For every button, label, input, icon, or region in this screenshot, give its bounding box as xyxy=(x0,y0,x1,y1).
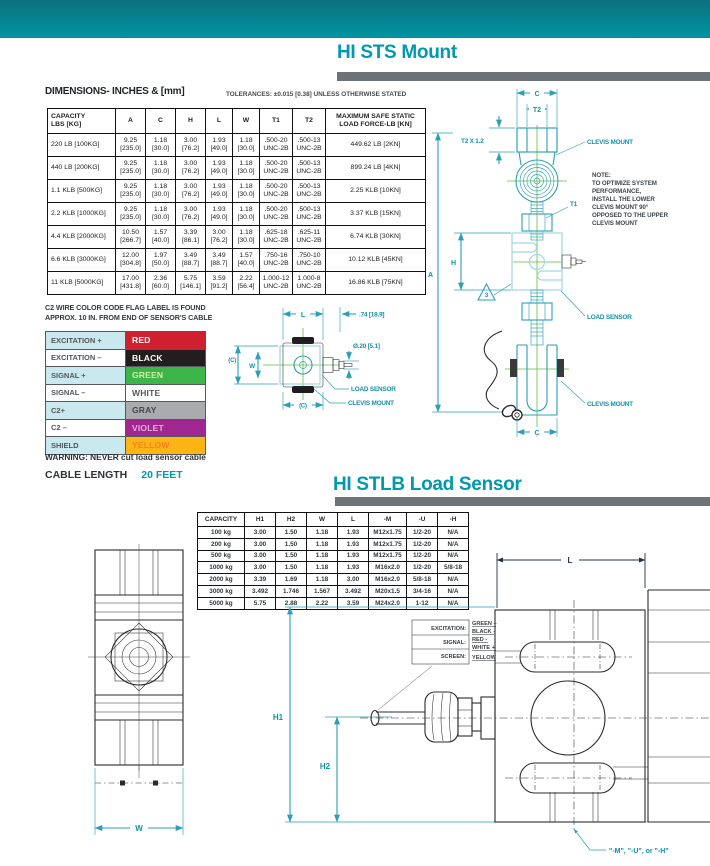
column-header: CAPACITY xyxy=(198,513,245,527)
table-cell: 1.50 xyxy=(276,538,307,550)
wire-color-swatch: WHITE xyxy=(126,384,206,402)
column-header: T2 xyxy=(293,109,326,134)
table-cell: 5/8-18 xyxy=(438,562,469,574)
column-header: T1 xyxy=(260,109,293,134)
table-cell: .625-11 UNC-2B xyxy=(293,226,326,249)
table-cell: 1.93 [49.0] xyxy=(206,157,233,180)
wire-row xyxy=(46,402,206,420)
stlb-front-view xyxy=(88,544,190,835)
table-row xyxy=(48,180,426,203)
table-cell: 6.6 KLB [3000KG] xyxy=(48,249,116,272)
dim-label-c-bottom: (C) xyxy=(299,403,307,410)
table-cell: .500-20 UNC-2B xyxy=(260,134,293,157)
table-cell: 1.18 xyxy=(307,527,338,539)
column-header: MAXIMUM SAFE STATIC LOAD FORCE-LB [KN] xyxy=(326,109,426,134)
table-cell: 1-12 xyxy=(407,597,438,609)
table-row xyxy=(48,157,426,180)
table-cell: 1.18 [30.0] xyxy=(146,157,176,180)
table-cell: 1/2-20 xyxy=(407,550,438,562)
table-cell: 3.00 [76.2] xyxy=(176,134,206,157)
table-cell: 3.492 xyxy=(245,585,276,597)
table-row xyxy=(48,203,426,226)
table-cell: 1.18 [30.0] xyxy=(233,203,260,226)
wire-color-swatch: YELLOW xyxy=(126,437,206,455)
table-cell: M12x1.75 xyxy=(369,527,407,539)
stlb-load-sensor-drawings xyxy=(60,540,710,866)
table-cell: 449.62 LB [2KN] xyxy=(326,134,426,157)
table-cell: .500-20 UNC-2B xyxy=(260,203,293,226)
dim-label-t1: T1 xyxy=(570,201,578,208)
table-cell: 3.492 xyxy=(338,585,369,597)
table-cell: 3.00 [76.2] xyxy=(176,180,206,203)
header-row xyxy=(48,109,426,134)
dim-label-t2: T2 xyxy=(532,107,542,114)
load-sensor-label: LOAD SENSOR xyxy=(587,314,632,321)
table-cell: 1.93 [49.0] xyxy=(206,134,233,157)
table-cell: M12x1.75 xyxy=(369,550,407,562)
table-cell: 10.50 [266.7] xyxy=(116,226,146,249)
table-cell: 2.36 [60.0] xyxy=(146,272,176,295)
table-cell: 1.18 xyxy=(307,562,338,574)
table-cell: 5.75 [146.1] xyxy=(176,272,206,295)
table-cell: N/A xyxy=(438,597,469,609)
table-cell: 3.00 xyxy=(245,527,276,539)
table-cell: 3.49 [88.7] xyxy=(176,249,206,272)
column-header: -H xyxy=(438,513,469,527)
table-cell: 3.00 xyxy=(338,574,369,586)
table-cell: 5.75 xyxy=(245,597,276,609)
dim-label-h: H xyxy=(450,260,456,267)
dim-label-l: L xyxy=(567,556,573,565)
wire-white-label: WHITE + xyxy=(472,645,495,651)
table-cell: 10.12 KLB [45KN] xyxy=(326,249,426,272)
table-cell: 3.00 xyxy=(245,562,276,574)
wire-red-label: RED - xyxy=(472,637,488,643)
table-cell: .500-20 UNC-2B xyxy=(260,180,293,203)
table-cell: 500 kg xyxy=(198,550,245,562)
table-cell: 1.18 [30.0] xyxy=(146,134,176,157)
wire-green-label: GREEN + xyxy=(472,621,497,627)
wire-color-swatch: VIOLET xyxy=(126,419,206,437)
table-cell: 1.50 xyxy=(276,562,307,574)
header-row xyxy=(198,513,469,527)
table-cell: 3.39 [86.1] xyxy=(176,226,206,249)
table-cell: 1.93 [49.0] xyxy=(206,180,233,203)
table-row xyxy=(48,134,426,157)
sts-mount-assembly-drawing xyxy=(425,85,710,470)
table-cell: .625-18 UNC-2B xyxy=(260,226,293,249)
wire-function-label: C2 – xyxy=(46,419,126,437)
table-cell: 1.18 xyxy=(307,574,338,586)
column-header: L xyxy=(206,109,233,134)
table-cell: 12.00 [304.8] xyxy=(116,249,146,272)
dim-label-c-left: (C) xyxy=(228,358,236,364)
table-cell: 17.00 [431.8] xyxy=(116,272,146,295)
dim-label-c-top: C xyxy=(534,91,540,98)
wire-black-label: BLACK - xyxy=(472,629,495,635)
table-cell: 1.93 xyxy=(338,562,369,574)
table-cell: 2.88 xyxy=(276,597,307,609)
table-cell: 1.000-12 UNC-2B xyxy=(260,272,293,295)
clevis-mount-upper-label: CLEVIS MOUNT xyxy=(587,139,633,146)
dim-label-w: W xyxy=(135,824,143,833)
wire-function-label: SIGNAL – xyxy=(46,384,126,402)
table-cell: 9.25 [235.0] xyxy=(116,203,146,226)
cable-length-row xyxy=(45,469,183,481)
table-cell: 2.22 [56.4] xyxy=(233,272,260,295)
table-cell: 3.59 xyxy=(338,597,369,609)
table-cell: 1.567 xyxy=(307,585,338,597)
wire-row xyxy=(46,419,206,437)
table-cell: 5/8-18 xyxy=(407,574,438,586)
table-cell: .500-13 UNC-2B xyxy=(293,180,326,203)
table-cell: 200 kg xyxy=(198,538,245,550)
wire-row xyxy=(46,367,206,385)
table-cell: 1.69 xyxy=(276,574,307,586)
cable-length-value: 20 FEET xyxy=(141,469,183,481)
wire-color-swatch: GRAY xyxy=(126,402,206,420)
table-cell: 11 KLB [5000KG] xyxy=(48,272,116,295)
svg-text:NOTE:: NOTE: xyxy=(592,172,611,179)
table-cell: 2.2 KLB [1000KG] xyxy=(48,203,116,226)
table-cell: 3.37 KLB [15KN] xyxy=(326,203,426,226)
table-cell: 3.00 [76.2] xyxy=(176,157,206,180)
dim-label-h1: H1 xyxy=(272,713,284,722)
table-cell: .500-13 UNC-2B xyxy=(293,157,326,180)
table-cell: 1.18 xyxy=(307,538,338,550)
table-cell: 1.57 [40.0] xyxy=(233,249,260,272)
c2-wire-note: C2 WIRE COLOR CODE FLAG LABEL IS FOUND APPROX. 10 IN. FROM END OF SENSOR'S CABLE xyxy=(45,303,213,323)
thread-options-label: "-M", "-U", or "-H" xyxy=(609,848,669,855)
table-cell: 9.25 [235.0] xyxy=(116,180,146,203)
table-cell: 6.74 KLB [30KN] xyxy=(326,226,426,249)
table-cell: 100 kg xyxy=(198,527,245,539)
flag-3-label: 3 xyxy=(484,293,489,299)
table-cell: 1.57 [40.0] xyxy=(146,226,176,249)
table-cell: 1.18 [30.0] xyxy=(233,134,260,157)
table-cell: 1.50 xyxy=(276,550,307,562)
table-row xyxy=(48,249,426,272)
table-row xyxy=(48,272,426,295)
signal-label: SIGNAL: xyxy=(443,640,466,646)
table-cell: M12x1.75 xyxy=(369,538,407,550)
clevis-mount-lower-label: CLEVIS MOUNT xyxy=(587,401,633,408)
column-header: W xyxy=(307,513,338,527)
table-cell: N/A xyxy=(438,585,469,597)
install-note xyxy=(592,172,669,227)
table-cell: 1.18 [30.0] xyxy=(146,203,176,226)
svg-text:INSTALL THE LOWER: INSTALL THE LOWER xyxy=(592,196,655,203)
sts-dimensions-table xyxy=(47,108,426,295)
stlb-section-rule xyxy=(335,497,710,506)
dim-label-l: L xyxy=(300,312,306,319)
table-cell: N/A xyxy=(438,527,469,539)
table-cell: N/A xyxy=(438,574,469,586)
svg-text:PERFORMANCE,: PERFORMANCE, xyxy=(592,188,641,195)
table-cell: 1.746 xyxy=(276,585,307,597)
table-cell: 899.24 LB [4KN] xyxy=(326,157,426,180)
column-header: -M xyxy=(369,513,407,527)
table-cell: M20x1.5 xyxy=(369,585,407,597)
table-cell: 9.25 [235.0] xyxy=(116,157,146,180)
load-sensor-label: LOAD SENSOR xyxy=(351,386,396,393)
table-cell: .750-16 UNC-2B xyxy=(260,249,293,272)
table-cell: 1.18 [30.0] xyxy=(233,226,260,249)
table-cell: 1.93 [49.0] xyxy=(206,203,233,226)
wire-color-swatch: RED xyxy=(126,332,206,350)
table-cell: 1.18 xyxy=(307,550,338,562)
dim-label-h2: H2 xyxy=(319,762,331,771)
svg-text:CLEVIS MOUNT 90°: CLEVIS MOUNT 90° xyxy=(592,204,649,211)
table-cell: 1.18 [30.0] xyxy=(233,180,260,203)
wire-color-code-table xyxy=(45,331,206,455)
table-cell: 9.25 [235.0] xyxy=(116,134,146,157)
table-row xyxy=(48,226,426,249)
table-cell: 1000 kg xyxy=(198,562,245,574)
table-cell: 16.86 KLB [75KN] xyxy=(326,272,426,295)
wire-function-label: EXCITATION + xyxy=(46,332,126,350)
table-cell: N/A xyxy=(438,538,469,550)
table-cell: 3.39 xyxy=(245,574,276,586)
table-cell: 2.25 KLB [10KN] xyxy=(326,180,426,203)
table-cell: .500-13 UNC-2B xyxy=(293,134,326,157)
wire-function-label: SIGNAL + xyxy=(46,367,126,385)
table-cell: 1.18 [30.0] xyxy=(233,157,260,180)
table-cell: 1.18 [30.0] xyxy=(146,180,176,203)
table-cell: 3.00 [76.2] xyxy=(176,203,206,226)
table-cell: 5000 kg xyxy=(198,597,245,609)
column-header: CAPACITY LBS [KG] xyxy=(48,109,116,134)
table-cell: M24x2.0 xyxy=(369,597,407,609)
dim-label-c-bottom: C xyxy=(534,430,540,437)
column-header: A xyxy=(116,109,146,134)
dim-label-t2x: T2 X 1.2 xyxy=(461,138,484,145)
table-cell: 1/2-20 xyxy=(407,538,438,550)
cable-warning: WARNING: NEVER cut load sensor cable xyxy=(45,452,206,462)
wire-function-label: SHIELD xyxy=(46,437,126,455)
dim-label-a: A xyxy=(428,272,434,279)
dim-label-dia: Ø.20 [5.1] xyxy=(353,343,380,350)
column-header: C xyxy=(146,109,176,134)
column-header: W xyxy=(233,109,260,134)
svg-text:TO OPTIMIZE SYSTEM: TO OPTIMIZE SYSTEM xyxy=(592,180,657,187)
svg-text:CLEVIS MOUNT: CLEVIS MOUNT xyxy=(592,220,638,227)
dim-label-w: W xyxy=(249,363,255,370)
table-cell: 1.93 xyxy=(338,550,369,562)
screen-label: SCREEN: xyxy=(440,654,466,660)
column-header: H2 xyxy=(276,513,307,527)
wire-row xyxy=(46,349,206,367)
table-cell: .500-13 UNC-2B xyxy=(293,203,326,226)
table-cell: 2000 kg xyxy=(198,574,245,586)
table-cell: 220 LB [100KG] xyxy=(48,134,116,157)
table-cell: 3/4-16 xyxy=(407,585,438,597)
column-header: L xyxy=(338,513,369,527)
dimensions-units-label: DIMENSIONS- INCHES & [mm] xyxy=(45,86,185,97)
table-cell: 3.00 xyxy=(245,550,276,562)
stlb-section-title: HI STLB Load Sensor xyxy=(333,474,522,495)
table-row xyxy=(198,527,469,539)
clevis-mount-label: CLEVIS MOUNT xyxy=(348,400,394,407)
column-header: H xyxy=(176,109,206,134)
table-cell: 440 LB [200KG] xyxy=(48,157,116,180)
excitation-label: EXCITATION: xyxy=(431,626,466,632)
wire-row xyxy=(46,332,206,350)
table-cell: 1.1 KLB [500KG] xyxy=(48,180,116,203)
table-cell: 1.93 xyxy=(338,527,369,539)
wire-color-swatch: BLACK xyxy=(126,349,206,367)
wiring-callout xyxy=(412,620,497,664)
table-cell: 1.93 xyxy=(338,538,369,550)
stlb-side-view xyxy=(273,553,710,855)
table-cell: 4.4 KLB [2000KG] xyxy=(48,226,116,249)
svg-text:OPPOSED TO THE UPPER: OPPOSED TO THE UPPER xyxy=(592,212,668,219)
table-cell: M16x2.0 xyxy=(369,562,407,574)
load-sensor-top-view-drawing xyxy=(225,300,440,430)
tolerances-label: TOLERANCES: ±0.015 [0.38] UNLESS OTHERWISE STATED xyxy=(226,91,407,98)
table-cell: 1.50 xyxy=(276,527,307,539)
table-cell: 3.49 [88.7] xyxy=(206,249,233,272)
table-cell: 3.00 [76.2] xyxy=(206,226,233,249)
centerlines xyxy=(505,125,569,437)
table-cell: 1/2-20 xyxy=(407,527,438,539)
table-cell: 3.59 [91.2] xyxy=(206,272,233,295)
wire-function-label: C2+ xyxy=(46,402,126,420)
table-cell: .750-10 UNC-2B xyxy=(293,249,326,272)
top-banner xyxy=(0,0,710,38)
table-cell: 3.00 xyxy=(245,538,276,550)
cable-length-label: CABLE LENGTH xyxy=(45,469,128,481)
wire-yellow-label: YELLOW xyxy=(472,655,496,661)
table-cell: .500-20 UNC-2B xyxy=(260,157,293,180)
table-cell: 1.000-8 UNC-2B xyxy=(293,272,326,295)
column-header: H1 xyxy=(245,513,276,527)
wire-color-swatch: GREEN xyxy=(126,367,206,385)
sts-section-rule xyxy=(337,72,710,81)
table-cell: N/A xyxy=(438,550,469,562)
table-cell: 2.22 xyxy=(307,597,338,609)
dim-label-74: .74 [18.9] xyxy=(359,311,385,319)
table-cell: M16x2.0 xyxy=(369,574,407,586)
table-cell: 3000 kg xyxy=(198,585,245,597)
wire-function-label: EXCITATION – xyxy=(46,349,126,367)
column-header: -U xyxy=(407,513,438,527)
wire-row xyxy=(46,384,206,402)
sts-mount-section-title: HI STS Mount xyxy=(337,42,457,63)
table-cell: 1.97 [50.0] xyxy=(146,249,176,272)
table-cell: 1/2-20 xyxy=(407,562,438,574)
